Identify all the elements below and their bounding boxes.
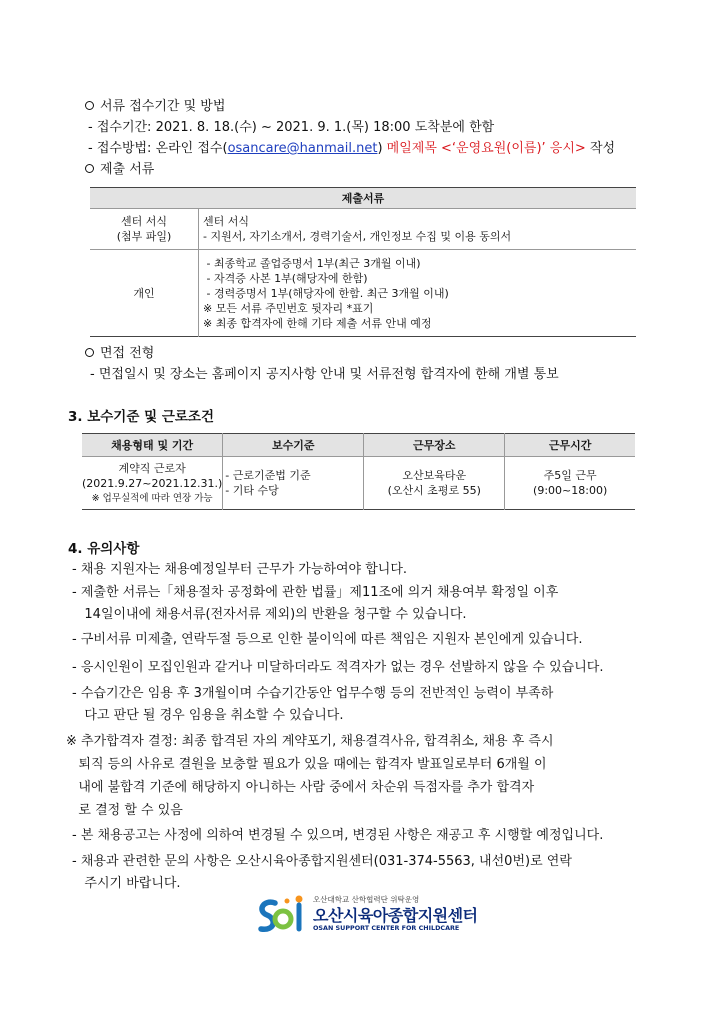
pay-table: [82, 433, 635, 510]
interview-line: - 면접일시 및 장소는 홈페이지 공지사항 안내 및 서류전형 합격자에 한해 개별 통보: [90, 367, 559, 382]
center-logo-icon: [253, 893, 311, 941]
logo-eng-text: OSAN SUPPORT CENTER FOR CHILDCARE: [313, 924, 460, 932]
pay-header-time: 근무시간: [505, 434, 635, 457]
docs-label-cell: 센터 서식 (첨부 파일): [90, 209, 199, 250]
period-heading: 서류 접수기간 및 방법: [85, 99, 225, 115]
type-cell: 계약직 근로자 (2021.9.27~2021.12.31.) ※ 업무실적에 따라 연장 가능: [82, 457, 223, 510]
pay-cell: - 근로기준법 기준 - 기타 수당: [223, 457, 364, 510]
notice-line: - 수습기간은 임용 후 3개월이며 수습기간동안 업무수행 등의 전반적인 능력이 부족하: [72, 686, 554, 701]
section4-title: 4. 유의사항: [68, 541, 140, 557]
logo-sup-text: 오산대학교 산학협력단 위탁운영: [313, 895, 420, 904]
notice-line: 다고 판단 될 경우 임용을 취소할 수 있습니다.: [72, 708, 344, 723]
mail-subject-note: 메일제목 <‘운영요원(이름)’ 응시>: [382, 141, 586, 156]
circle-bullet-icon: [85, 101, 94, 110]
time-cell: 주5일 근무 (9:00~18:00): [533, 469, 608, 497]
pay-header-place: 근무장소: [364, 434, 505, 457]
docs-label-cell: 개인: [90, 250, 199, 337]
notice-line: 내에 불합격 기준에 해당하지 아니하는 사람 중에서 차순위 득점자를 추가 합격자: [66, 780, 535, 795]
docs-heading: 제출 서류: [85, 162, 154, 178]
table-row: [90, 209, 636, 250]
circle-bullet-icon: [85, 348, 94, 357]
pay-header-type: 채용형태 및 기간: [82, 434, 223, 457]
email-link[interactable]: osancare@hanmail.net: [227, 141, 378, 156]
notice-line: - 채용 지원자는 채용예정일부터 근무가 가능하여야 합니다.: [72, 562, 408, 577]
notice-line: ※ 추가합격자 결정: 최종 합격된 자의 계약포기, 채용결격사유, 합격취소, 채용 후 즉시: [66, 734, 554, 749]
pay-header-pay: 보수기준: [223, 434, 364, 457]
interview-heading: 면접 전형: [85, 346, 154, 362]
notice-line: - 채용과 관련한 문의 사항은 오산시육아종합지원센터(031-374-5563, 내선0번)로 연락: [72, 854, 572, 869]
notice-line: 로 결정 할 수 있음: [66, 803, 183, 818]
section3-title: 3. 보수기준 및 근로조건: [68, 409, 214, 425]
notice-line: - 본 채용공고는 사정에 의하여 변경될 수 있으며, 변경된 사항은 재공고 후 시행할 예정입니다.: [72, 828, 604, 843]
circle-bullet-icon: [85, 164, 94, 173]
docs-value-cell: - 최종학교 졸업증명서 1부(최근 3개월 이내) - 자격증 사본 1부(해당자에 한함) - 경력증명서 1부(해당자에 한함. 최근 3개월 이내) ※ 모든 서류 주민번호 뒷자리 *표기 ※ 최종 합격자에 한해 기타 제출 서류 안내 예정: [203, 256, 449, 330]
docs-table: [90, 187, 636, 337]
period-line: - 접수기간: 2021. 8. 18.(수) ~ 2021. 9. 1.(목) 18:00 도착분에 한함: [88, 120, 495, 135]
docs-value-cell: 센터 서식 - 지원서, 자기소개서, 경력기술서, 개인정보 수집 및 이용 동의서: [199, 209, 637, 250]
notice-line: 퇴직 등의 사유로 결원을 보충할 필요가 있을 때에는 합격자 발표일로부터 6개월 이: [66, 757, 547, 772]
place-cell: 오산보육타운 (오산시 초평로 55): [364, 457, 505, 510]
method-line: - 접수방법: 온라인 접수(osancare@hanmail.net) 메일제목 <‘운영요원(이름)’ 응시> 작성: [88, 141, 616, 156]
table-row: [82, 457, 635, 510]
notice-line: 14일이내에 채용서류(전자서류 제외)의 반환을 청구할 수 있습니다.: [72, 607, 467, 622]
notice-line: - 구비서류 미제출, 연락두절 등으로 인한 불이익에 따른 책임은 지원자 본인에게 있습니다.: [72, 632, 583, 647]
center-logo: [253, 893, 478, 941]
notice-line: - 제출한 서류는「채용절차 공정화에 관한 법률」제11조에 의거 채용여부 확정일 이후: [72, 585, 559, 600]
notice-line: 주시기 바랍니다.: [72, 876, 181, 891]
docs-table-header: 제출서류: [90, 188, 636, 209]
table-row: [90, 250, 636, 337]
logo-main-text: 오산시육아종합지원센터: [313, 906, 478, 925]
notice-line: - 응시인원이 모집인원과 같거나 미달하더라도 적격자가 없는 경우 선발하지 않을 수 있습니다.: [72, 660, 604, 675]
